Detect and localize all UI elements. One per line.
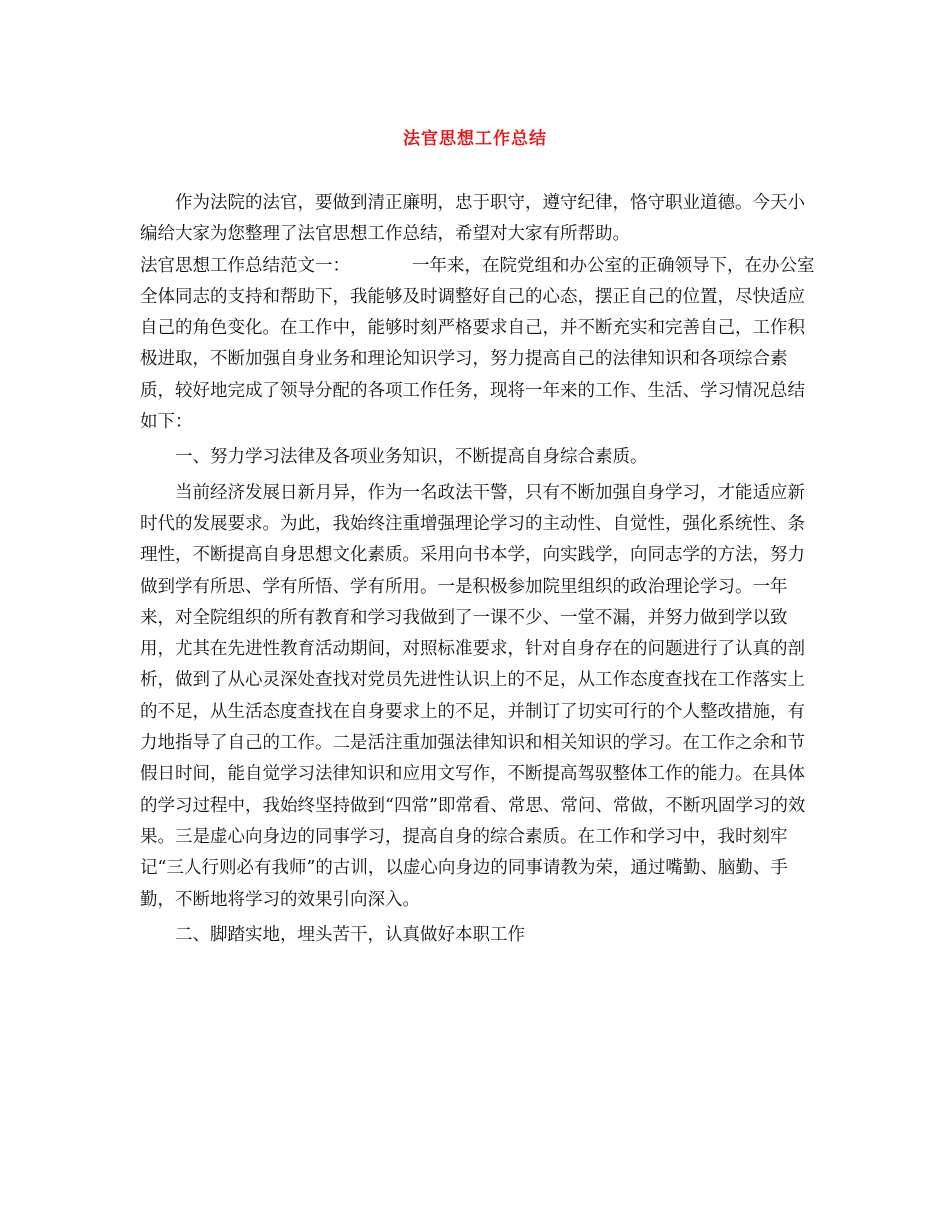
section-one-paragraph: 当前经济发展日新月异，作为一名政法干警，只有不断加强自身学习，才能适应新时代的发展要求。为此，我始终注重增强理论学习的主动性、自觉性，强化系统性、条理性，不断提高自身思想文化素质。采用向书本学，向实践学，向同志学的方法，努力做到学有所思、学有所悟、学有所用。一是积极参加院里组织的政治理论学习。一年来，对全院组织的所有教育和学习我做到了一课不少、一堂不漏，并努力做到学以致用，尤其在先进性教育活动期间，对照标准要求，针对自身存在的问题进行了认真的剖析，做到了从心灵深处查找对党员先进性认识上的不足，从工作态度查找在工作落实上的不足，从生活态度查找在自身要求上的不足，并制订了切实可行的个人整改措施，有力地指导了自己的工作。二是活注重加强法律知识和相关知识的学习。在工作之余和节假日时间，能自觉学习法律知识和应用文写作，不断提高驾驭整体工作的能力。在具体的学习过程中，我始终坚持做到“四常”即常看、常思、常问、常做，不断巩固学习的效果。三是虚心向身边的同事学习，提高自身的综合素质。在工作和学习中，我时刻牢记“三人行则必有我师”的古训，以虚心向身边的同事请教为荣，通过嘴勤、脑勤、手勤，不断地将学习的效果引向深入。 (140, 482, 806, 910)
document-body (140, 188, 820, 951)
section-heading-one: 一、努力学习法律及各项业务知识，不断提高自身综合素质。 (175, 447, 648, 468)
document-title: 法官思想工作总结 (403, 129, 547, 149)
sample-paragraph (140, 251, 820, 439)
intro-paragraph: 作为法院的法官，要做到清正廉明，忠于职守，遵守纪律，恪守职业道德。今天小编给大家为您整理了法官思想工作总结，希望对大家有所帮助。 (140, 193, 805, 245)
sample-label: 法官思想工作总结范文一： (140, 255, 350, 276)
section-heading-two: 二、脚踏实地，埋头苦干，认真做好本职工作 (175, 924, 525, 945)
sample-text: 一年来，在院党组和办公室的正确领导下，在办公室全体同志的支持和帮助下，我能够及时调整好自己的心态，摆正自己的位置，尽快适应自己的角色变化。在工作中，能够时刻严格要求自己，并不断充实和完善自己，工作积极进取，不断加强自身业务和理论知识学习，努力提高自己的法律知识和各项综合素质，较好地完成了领导分配的各项工作任务，现将一年来的工作、生活、学习情况总结如下： (140, 255, 815, 433)
